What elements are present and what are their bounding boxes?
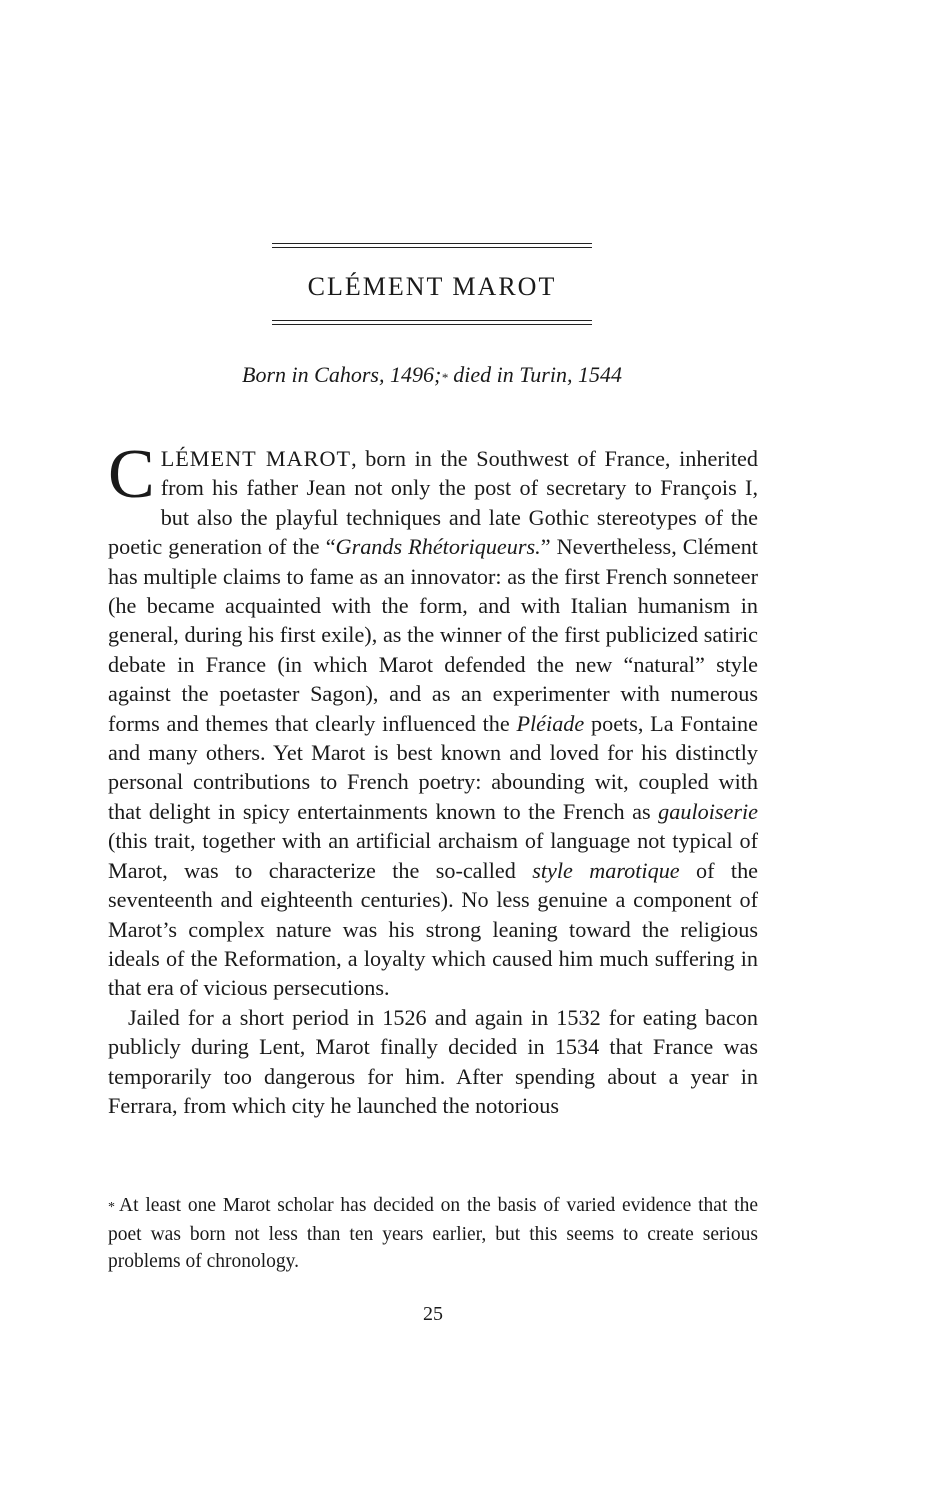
p1-text-a: , born in the Southwest of France, inherited from his father Jean not only the post of secretary to François I, but also the playful techniques and late Gothic stereotypes of the poetic generation of the “ xyxy=(108,446,758,560)
p1-text-e: of the seventeenth and eighteenth centuries). No less genuine a component of Marot’s complex nature was his strong leaning toward the religious ideals of the Reformation, a loyalty which caused him much suffering in that era of vicious persecutions. xyxy=(108,857,759,1001)
title-rule-top xyxy=(272,243,592,248)
footnote-marker: * xyxy=(108,1200,115,1215)
p1-em-pleiade: Pléiade xyxy=(516,710,585,736)
paragraph-2: Jailed for a short period in 1526 and again in 1532 for eating bacon publicly during Lent, Marot finally decided in 1534 that France was temporarily too dangerous for him. After spending about a year in Ferrara, from which city he launched the notorious xyxy=(108,1004,758,1118)
paragraph-1 xyxy=(108,436,759,1003)
lead-words: LÉMENT MAROT xyxy=(160,446,352,471)
p1-text-d: (this trait, together with an artificial archaism of language not typical of Marot, was to characterize the so-called xyxy=(108,828,758,883)
subtitle-footnote-marker: * xyxy=(441,370,448,385)
body-text xyxy=(108,436,759,1120)
footnote xyxy=(108,1192,758,1275)
p1-em-grands: Grands Rhétoriqueurs. xyxy=(335,534,541,560)
p1-text-c: poets, La Fontaine and many others. Yet Marot is best known and loved for his distinctly personal contributions to French poetry: abounding wit, coupled with that delight in spicy entertainments known to the French as xyxy=(108,710,758,824)
chapter-title: CLÉMENT MAROT xyxy=(307,272,557,301)
subtitle-born: Born in Cahors, 1496; xyxy=(242,362,442,387)
subtitle-died: died in Turin, 1544 xyxy=(447,362,622,387)
title-rule-bottom xyxy=(272,320,592,325)
p1-text-b: ” Nevertheless, Clément has multiple claims to fame as an innovator: as the first French sonneteer (he became acquainted with the form, and with Italian humanism in general, during his first exile), as the winner of the first publicized satiric debate in France (in which Marot defended the new “natural” style against the poetaster Sagon), and as an experimenter with numerous forms and themes that clearly influenced the xyxy=(108,534,758,736)
p1-em-style: style marotique xyxy=(532,857,680,883)
footnote-text: At least one Marot scholar has decided on the basis of varied evidence that the poet was born not less than ten years earlier, but this seems to create serious problems of chronology. xyxy=(108,1195,758,1272)
p1-em-gauloiserie: gauloiserie xyxy=(658,798,758,824)
drop-cap: C xyxy=(108,436,155,513)
page-number: 25 xyxy=(423,1303,443,1325)
chapter-subtitle xyxy=(0,362,864,388)
